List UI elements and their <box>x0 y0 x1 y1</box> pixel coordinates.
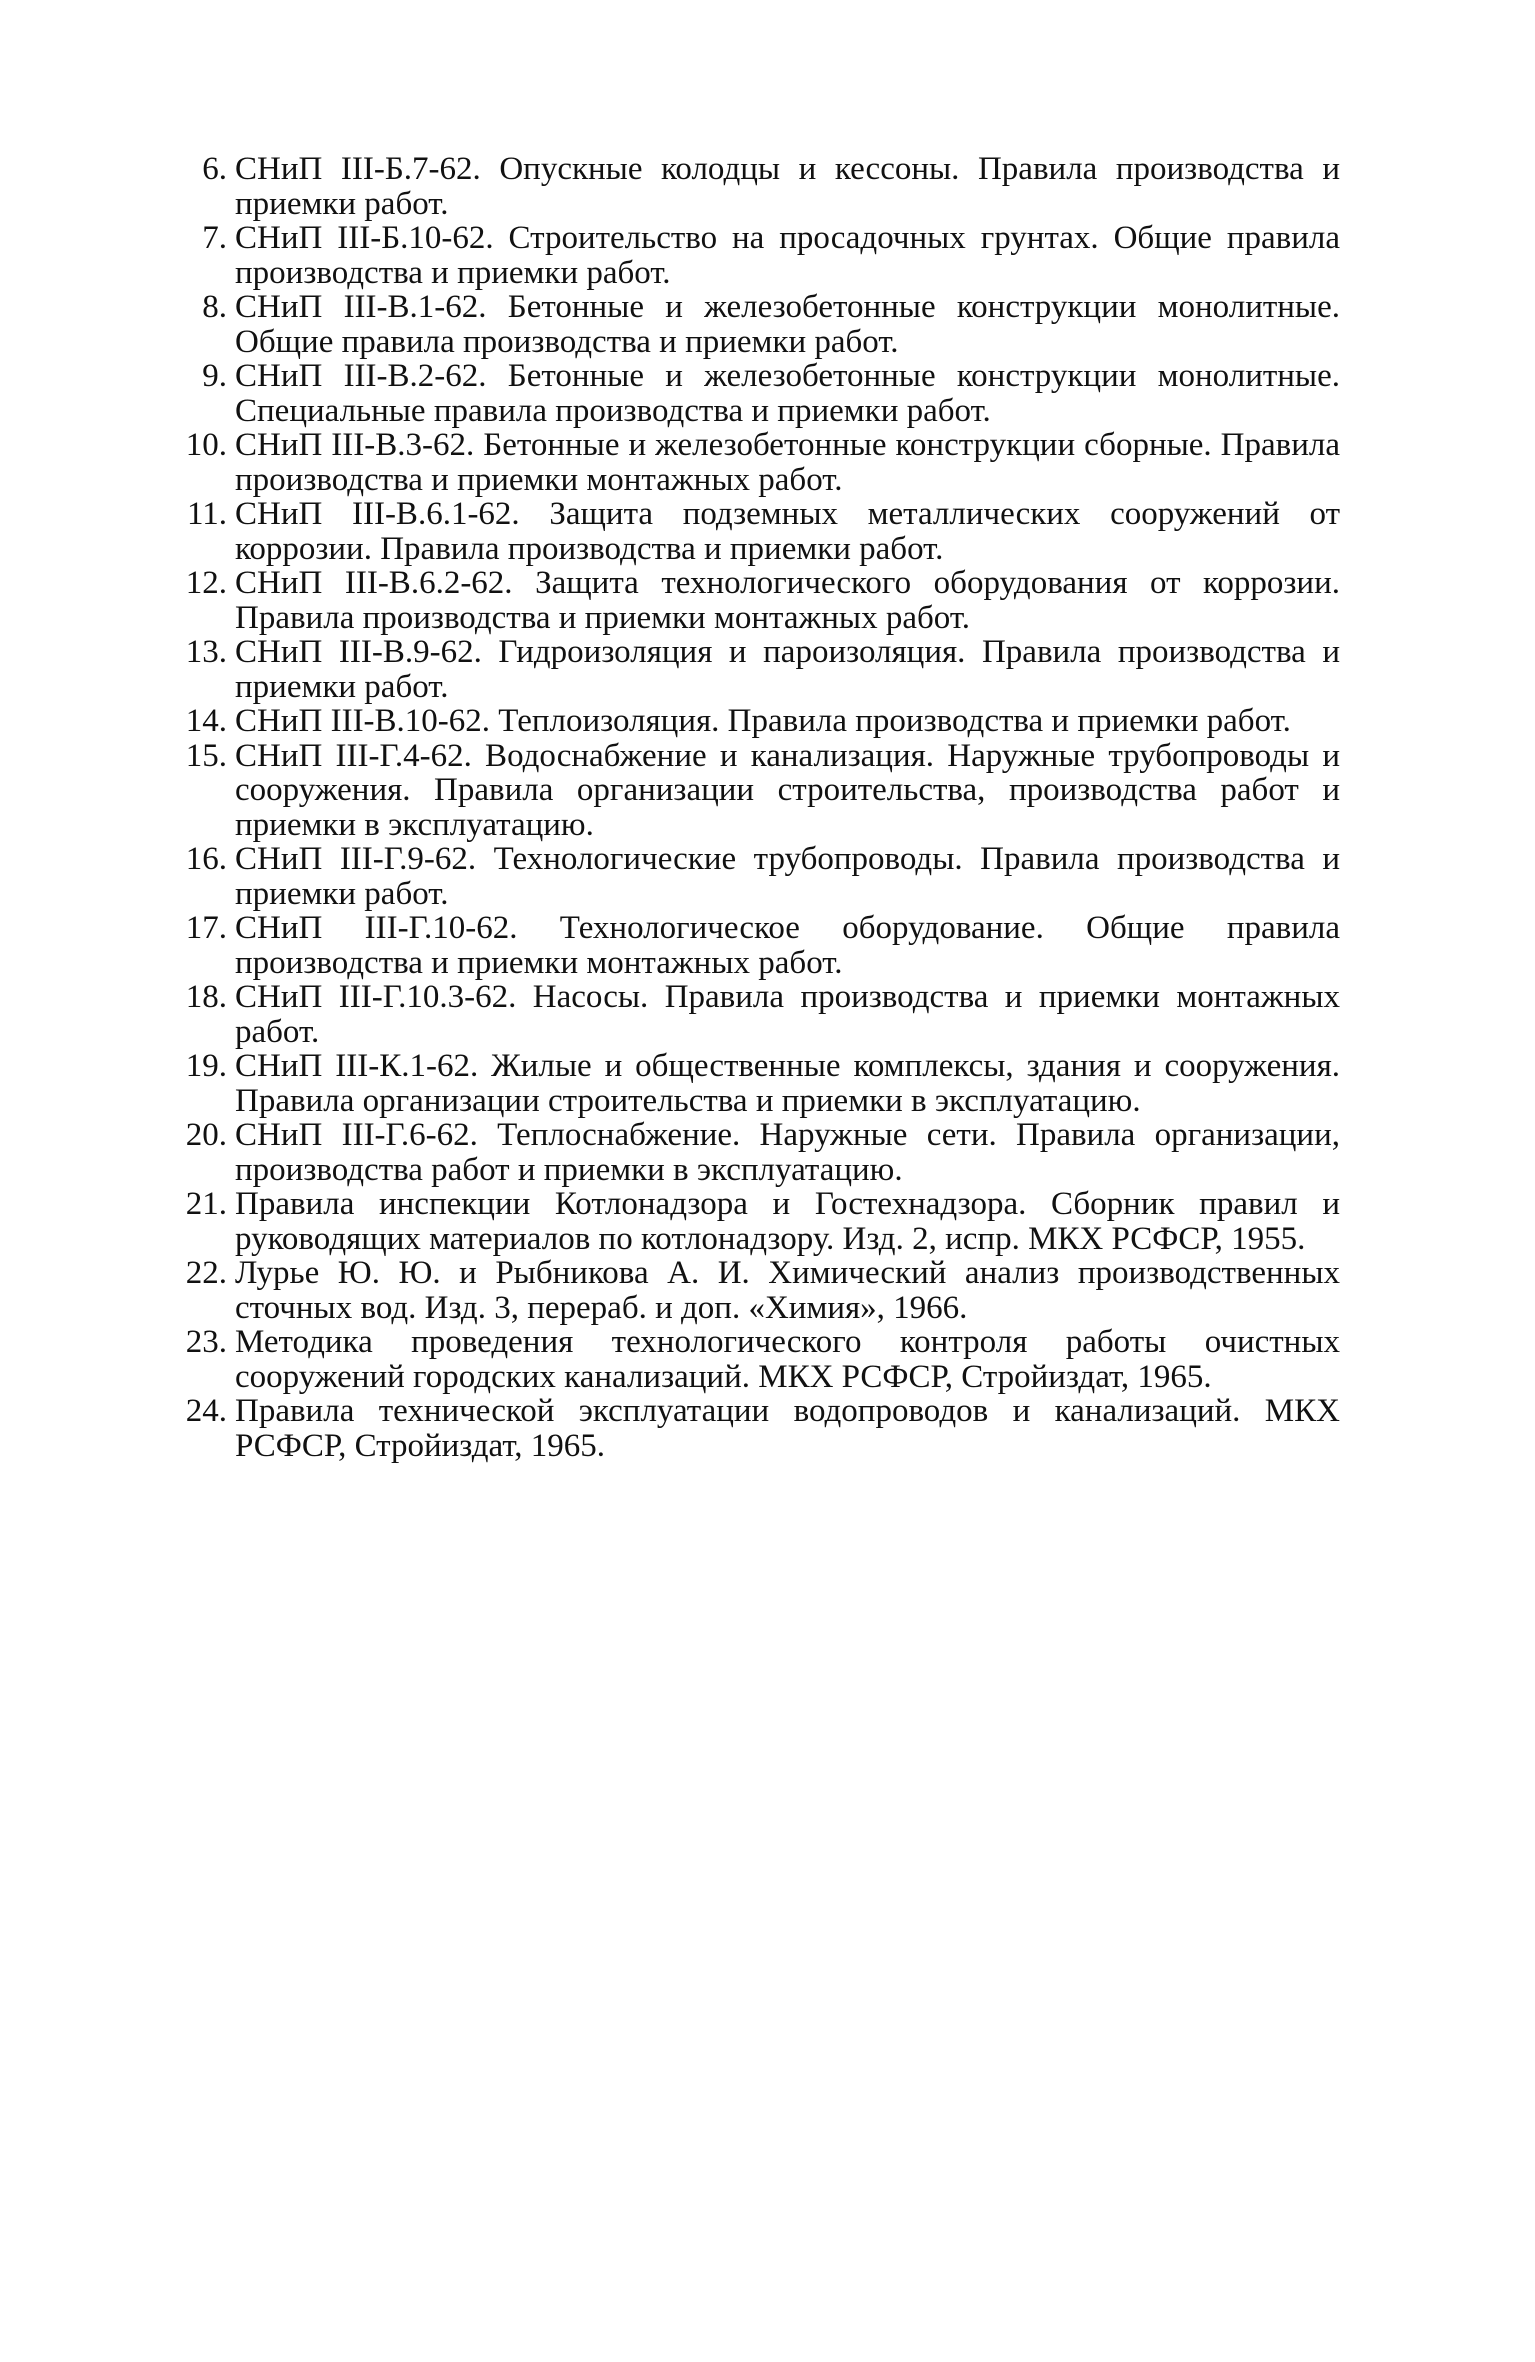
reference-number: 10. <box>185 427 227 463</box>
reference-list <box>185 151 1340 1464</box>
reference-item <box>185 703 1340 739</box>
reference-item <box>190 221 1340 290</box>
reference-number: 23. <box>185 1324 227 1360</box>
reference-number: 11. <box>186 496 227 532</box>
reference-item <box>185 1255 1340 1326</box>
reference-text: Методика проведения технологического контроля работы очистных сооружений городских канализаций. МКХ РСФСР, Стройиздат, 1965. <box>235 1324 1340 1395</box>
reference-number: 13. <box>185 634 227 670</box>
reference-number: 15. <box>185 737 227 774</box>
reference-item <box>185 1393 1340 1464</box>
reference-item <box>185 1117 1340 1188</box>
reference-number: 6. <box>202 151 227 187</box>
reference-number: 18. <box>185 979 227 1015</box>
reference-item <box>185 1048 1340 1119</box>
reference-item <box>185 1324 1340 1395</box>
reference-text: СНиП III-В.2-62. Бетонные и железобетонные конструкции монолитные. Специальные правила производства и приемки работ. <box>235 358 1340 429</box>
reference-text: СНиП III-В.9-62. Гидроизоляция и пароизоляция. Правила производства и приемки работ. <box>235 634 1340 705</box>
reference-number: 8. <box>202 289 227 325</box>
reference-item <box>185 979 1340 1050</box>
reference-item <box>185 1186 1340 1257</box>
reference-item <box>185 634 1340 705</box>
reference-text: Лурье Ю. Ю. и Рыбникова А. И. Химический анализ производственных сточных вод. Изд. 3, перераб. и доп. «Химия», 1966. <box>235 1255 1340 1326</box>
reference-item <box>190 152 1340 221</box>
reference-number: 24. <box>185 1393 227 1429</box>
reference-number: 19. <box>185 1048 227 1084</box>
reference-item <box>185 427 1340 498</box>
reference-item <box>185 910 1340 981</box>
reference-item <box>185 737 1340 843</box>
reference-text: СНиП III-Б.10-62. Строительство на просадочных грунтах. Общие правила производства и приемки работ. <box>235 220 1340 291</box>
reference-number: 21. <box>185 1186 227 1222</box>
reference-number: 9. <box>202 358 227 394</box>
reference-text: СНиП III-К.1-62. Жилые и общественные комплексы, здания и сооружения. Правила организации строительства и приемки в эксплуатацию. <box>235 1048 1340 1119</box>
reference-item <box>186 496 1340 567</box>
reference-text: СНиП III-Г.10.3-62. Насосы. Правила производства и приемки монтажных работ. <box>235 979 1340 1050</box>
reference-text: СНиП III-Г.9-62. Технологические трубопроводы. Правила производства и приемки работ. <box>235 841 1340 912</box>
reference-text: СНиП III-В.3-62. Бетонные и железобетонные конструкции сборные. Правила производства и приемки монтажных работ. <box>235 427 1340 498</box>
reference-text: СНиП III-В.1-62. Бетонные и железобетонные конструкции монолитные. Общие правила производства и приемки работ. <box>235 289 1340 360</box>
reference-number: 20. <box>185 1117 227 1153</box>
reference-item <box>190 359 1340 428</box>
reference-item <box>185 841 1340 912</box>
reference-number: 16. <box>185 841 227 877</box>
reference-number: 22. <box>185 1255 227 1291</box>
reference-number: 14. <box>185 703 227 739</box>
reference-text: СНиП III-Г.6-62. Теплоснабжение. Наружные сети. Правила организации, производства работ и приемки в эксплуатацию. <box>235 1117 1340 1188</box>
reference-number: 7. <box>202 220 227 256</box>
reference-item <box>185 565 1340 636</box>
reference-text: СНиП III-В.6.2-62. Защита технологического оборудования от коррозии. Правила производства и приемки монтажных работ. <box>235 565 1340 636</box>
reference-item <box>190 290 1340 359</box>
reference-number: 17. <box>185 910 227 946</box>
reference-text: СНиП III-Г.4-62. Водоснабжение и канализация. Наружные трубопроводы и сооружения. Правила организации строительства, производства работ и приемки в эксплуатацию. <box>235 737 1340 843</box>
reference-text: СНиП III-Б.7-62. Опускные колодцы и кессоны. Правила производства и приемки работ. <box>235 151 1340 222</box>
reference-number: 12. <box>185 565 227 601</box>
reference-text: СНиП III-В.10-62. Теплоизоляция. Правила производства и приемки работ. <box>235 703 1291 739</box>
reference-text: СНиП III-В.6.1-62. Защита подземных металлических сооружений от коррозии. Правила производства и приемки работ. <box>235 496 1340 567</box>
reference-text: Правила технической эксплуатации водопроводов и канализаций. МКХ РСФСР, Стройиздат, 1965. <box>235 1393 1340 1464</box>
reference-text: Правила инспекции Котлонадзора и Гостехнадзора. Сборник правил и руководящих материалов по котлонадзору. Изд. 2, испр. МКХ РСФСР, 1955. <box>235 1186 1340 1257</box>
reference-text: СНиП III-Г.10-62. Технологическое оборудование. Общие правила производства и приемки монтажных работ. <box>235 910 1340 981</box>
